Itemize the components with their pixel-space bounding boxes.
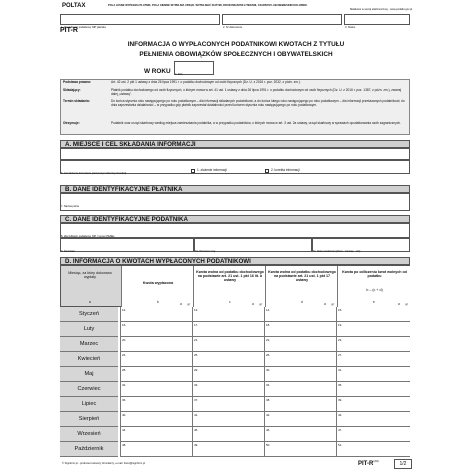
col-month-header: Miesiąc, za który dokonano wypłaty — [68, 271, 112, 279]
field-number: 29. — [194, 368, 199, 372]
field-number: 30. — [266, 368, 271, 372]
document-number-field — [222, 14, 342, 29]
amount-cell-free1[interactable] — [192, 352, 264, 367]
field-number: 14. — [266, 308, 271, 312]
poltax-logo: POLTAX — [62, 3, 86, 9]
field-number: 15. — [338, 308, 343, 312]
col-letter-d: d — [301, 300, 303, 304]
col-paid-header: Kwota wypłacona — [142, 281, 174, 285]
col-free1-header: Kwota wolna od podatku dochodowego na podstawie art. 21 ust. 1 pkt 16 lit. b ustawy — [196, 270, 264, 282]
field-number: 41. — [194, 413, 199, 417]
field-number: 35. — [338, 383, 343, 387]
amount-cell-paid[interactable] — [120, 367, 192, 382]
currency-label: zł — [179, 302, 182, 306]
field-number: 31. — [338, 368, 343, 372]
field-number: 36. — [122, 398, 127, 402]
amount-cell-free2[interactable] — [264, 397, 336, 412]
amount-cell-tax[interactable] — [336, 352, 410, 367]
col-letter-c: c — [229, 300, 231, 304]
year-field[interactable] — [174, 61, 214, 75]
month-label: Październik — [60, 442, 118, 457]
field-number: 13. — [194, 308, 199, 312]
amount-cell-free1[interactable] — [192, 382, 264, 397]
nip-field-label: 1. Identyfikator podatkowy NIP płatnika — [61, 26, 106, 29]
purpose-label: 6. Cel złożenia formularza (zaznaczyć właściwy kwadrat) — [61, 172, 127, 175]
amount-cell-free1[interactable] — [192, 397, 264, 412]
nip-field-payer[interactable] — [60, 14, 220, 29]
surname-field[interactable] — [60, 238, 194, 252]
field-number: 47. — [338, 428, 343, 432]
amount-cell-free1[interactable] — [192, 412, 264, 427]
year-label: W ROKU — [144, 68, 171, 75]
field-number: 51. — [338, 443, 343, 447]
header-instruction: POLA JASNE WYPEŁNIA PŁATNIK, POLA CIEMNE WYPEŁNIA URZĄD. WYPEŁNIAĆ DUŻYMI, DRUKOWANYMI LITERAMI, CZARNYM LUB NIEBIESKIM KOLOREM. — [108, 4, 308, 7]
meta-label-recipient: Otrzymuje: — [63, 121, 80, 125]
month-label: Maj — [60, 367, 118, 382]
field-number: 12. — [122, 308, 127, 312]
year-field-label: 4. Rok — [175, 73, 183, 76]
tax-office-field[interactable] — [60, 148, 410, 160]
field-number: 39. — [338, 398, 343, 402]
amount-cell-free2[interactable] — [264, 367, 336, 382]
meta-block — [60, 79, 410, 135]
amount-cell-free1[interactable] — [192, 337, 264, 352]
footer-page-number: 1/2 — [394, 459, 412, 469]
currency-label: zł — [323, 302, 326, 306]
meta-label-legal: Podstawa prawna: — [63, 80, 91, 84]
table-header — [60, 265, 410, 307]
month-label: Lipiec — [60, 397, 118, 412]
amount-cell-paid[interactable] — [120, 397, 192, 412]
taxpayer-id-field[interactable] — [60, 223, 410, 238]
amount-cell-paid[interactable] — [120, 442, 192, 457]
submission-option-label: 1. złożenie informacji — [197, 168, 227, 172]
form-title-line1: INFORMACJA O WYPŁACONYCH PODATNIKOWI KWOTACH Z TYTUŁU — [127, 41, 345, 48]
field-number: 38. — [266, 398, 271, 402]
document-number-label: 2. Nr dokumentu — [223, 26, 243, 29]
month-label: Sierpień — [60, 412, 118, 427]
col-letter-b: b — [157, 300, 159, 304]
meta-label-submitter: Składający: — [63, 88, 81, 92]
first-name-field[interactable] — [194, 238, 312, 252]
field-number: 16. — [122, 323, 127, 327]
amount-cell-free2[interactable] — [264, 302, 336, 322]
month-label: Wrzesień — [60, 427, 118, 442]
field-number: 42. — [266, 413, 271, 417]
meta-text-submitter: Płatnik podatku dochodowego od osób fizycznych, o którym mowa w art. 41 ust. 1 ustawy z dnia 26 lipca 1991 r. o podatku dochodowym od osób fizycznych (Dz. U. z 2016 r. poz. 1387, z późn. zm.), zwanej dalej „ustawą”. — [111, 88, 402, 96]
amount-cell-paid[interactable] — [120, 337, 192, 352]
payer-name-field[interactable] — [60, 193, 410, 211]
amount-cell-paid[interactable] — [120, 412, 192, 427]
field-number: 18. — [266, 323, 271, 327]
amount-cell-paid[interactable] — [120, 382, 192, 397]
birth-date-label: 11. Data urodzenia (dzień - miesiąc - rok) — [313, 250, 361, 253]
section-c-header: C. DANE IDENTYFIKACYJNE PODATNIKA — [60, 215, 410, 223]
payer-name-label: 7. Nazwa pełna — [61, 205, 79, 208]
field-number: 46. — [266, 428, 271, 432]
field-number: 17. — [194, 323, 199, 327]
grosz-label: gr — [259, 302, 262, 306]
month-label: Styczeń — [60, 307, 118, 322]
amount-cell-free1[interactable] — [192, 442, 264, 457]
amount-cell-tax[interactable] — [336, 427, 410, 442]
amount-cell-tax[interactable] — [336, 337, 410, 352]
field-number: 48. — [122, 443, 127, 447]
form-code: PIT-R — [60, 27, 78, 34]
month-label: Marzec — [60, 337, 118, 352]
header-note: Składanie w wersji elektronicznej - www.podatki.gov.pl — [349, 8, 412, 11]
section-b-header: B. DANE IDENTYFIKACYJNE PŁATNIKA — [60, 185, 410, 193]
amount-cell-tax[interactable] — [336, 302, 410, 322]
amount-cell-free1[interactable] — [192, 322, 264, 337]
amount-cell-free2[interactable] — [264, 322, 336, 337]
field-number: 32. — [122, 383, 127, 387]
month-label: Kwiecień — [60, 352, 118, 367]
currency-label: zł — [397, 302, 400, 306]
field-number: 19. — [338, 323, 343, 327]
amount-cell-free2[interactable] — [264, 382, 336, 397]
section-a-header: A. MIEJSCE I CEL SKŁADANIA INFORMACJI — [60, 140, 410, 148]
amount-cell-tax[interactable] — [336, 397, 410, 412]
grosz-label: gr — [187, 302, 190, 306]
footer-form-code — [358, 459, 379, 467]
col-letter-a: a — [89, 300, 91, 304]
amount-cell-free1[interactable] — [192, 367, 264, 382]
col-free2-header: Kwota wolna od podatku dochodowego na podstawie art. 21 ust. 1 pkt 17 ustawy — [268, 270, 336, 282]
field-number: 40. — [122, 413, 127, 417]
grosz-label: gr — [405, 302, 408, 306]
month-label: Luty — [60, 322, 118, 337]
footer-publisher: © Signform.pl - producent arkuszy formularzy, e-mail: biuro@signform.pl — [62, 462, 145, 465]
footer-code-text: PIT-R — [358, 461, 374, 467]
amount-cell-free2[interactable] — [264, 427, 336, 442]
col-tax-header: Kwota po odliczeniu kwot wolnych od podatku — [342, 270, 407, 278]
field-number: 25. — [194, 353, 199, 357]
currency-label: zł — [251, 302, 254, 306]
field-number: 28. — [122, 368, 127, 372]
col-letter-e: e — [373, 300, 375, 304]
field-number: 33. — [194, 383, 199, 387]
meta-label-deadline: Termin składania: — [63, 99, 90, 103]
section-d-header: D. INFORMACJA O KWOTACH WYPŁACONYCH PODATNIKOWI — [60, 257, 410, 265]
field-number: 26. — [266, 353, 271, 357]
amount-cell-free1[interactable] — [192, 427, 264, 442]
field-number: 49. — [194, 443, 199, 447]
amount-cell-tax[interactable] — [336, 442, 410, 457]
field-number: 44. — [122, 428, 127, 432]
submission-checkbox[interactable] — [191, 169, 195, 173]
status-label: 3. Status — [345, 26, 356, 29]
meta-text-legal: Art. 42 ust. 2 pkt 1 ustawy z dnia 26 lipca 1991 r. o podatku dochodowym od osób fizycznych (Dz. U. z 2016 r. poz. 2032, z późn. zm.). — [111, 80, 301, 84]
field-number: 27. — [338, 353, 343, 357]
amount-cell-free2[interactable] — [264, 412, 336, 427]
amount-cell-paid[interactable] — [120, 302, 192, 322]
amount-cell-paid[interactable] — [120, 352, 192, 367]
meta-text-deadline: Do końca stycznia roku następującego po roku podatkowym – dla informacji składanych podatnikowi, a do końca lutego roku następującego po roku podatkowym – dla informacji przekazanych podatnikowi; do dnia zaprzestania działalności – w przypadku gdy płatnik zaprzestał działalności przed końcem stycznia roku następującego po roku podatkowym. — [111, 99, 405, 107]
amount-cell-free1[interactable] — [192, 302, 264, 322]
amount-cell-paid[interactable] — [120, 427, 192, 442]
correction-option-label: 2. korekta informacji — [271, 168, 300, 172]
amount-cell-tax[interactable] — [336, 382, 410, 397]
meta-text-recipient: Podatnik oraz urząd skarbowy według miejsca zamieszkania podatnika, a w przypadku podatników, o których mowa w art. 3 ust. 2a ustawy, urząd skarbowy w sprawach opodatkowania osób zagranicznych. — [111, 121, 401, 125]
amount-cell-tax[interactable] — [336, 412, 410, 427]
amount-cell-paid[interactable] — [120, 322, 192, 337]
field-number: 50. — [266, 443, 271, 447]
field-number: 20. — [122, 338, 127, 342]
form-sheet — [58, 3, 414, 469]
field-number: 21. — [194, 338, 199, 342]
amount-cell-free2[interactable] — [264, 337, 336, 352]
taxpayer-id-label: 8. Identyfikator podatkowy NIP / numer PESEL — [61, 235, 115, 238]
grosz-label: gr — [331, 302, 334, 306]
amount-cell-tax[interactable] — [336, 367, 410, 382]
field-number: 24. — [122, 353, 127, 357]
amount-cell-free2[interactable] — [264, 352, 336, 367]
col-tax-formula: b – (c + d) — [366, 288, 383, 292]
field-number: 37. — [194, 398, 199, 402]
amount-cell-free2[interactable] — [264, 442, 336, 457]
surname-label: 9. Nazwisko — [61, 250, 75, 253]
amount-cell-tax[interactable] — [336, 322, 410, 337]
month-label: Czerwiec — [60, 382, 118, 397]
form-title-line2: PEŁNIENIA OBOWIĄZKÓW SPOŁECZNYCH I OBYWATELSKICH — [139, 51, 333, 58]
field-number: 23. — [338, 338, 343, 342]
correction-checkbox[interactable] — [265, 169, 269, 173]
purpose-field — [60, 160, 410, 174]
first-name-label: 10. Pierwsze imię — [195, 250, 216, 253]
field-number: 34. — [266, 383, 271, 387]
field-number: 22. — [266, 338, 271, 342]
field-number: 43. — [338, 413, 343, 417]
status-field — [344, 14, 410, 29]
field-number: 45. — [194, 428, 199, 432]
birth-date-field[interactable] — [312, 238, 410, 252]
footer-code-sup: (20) — [373, 459, 379, 463]
